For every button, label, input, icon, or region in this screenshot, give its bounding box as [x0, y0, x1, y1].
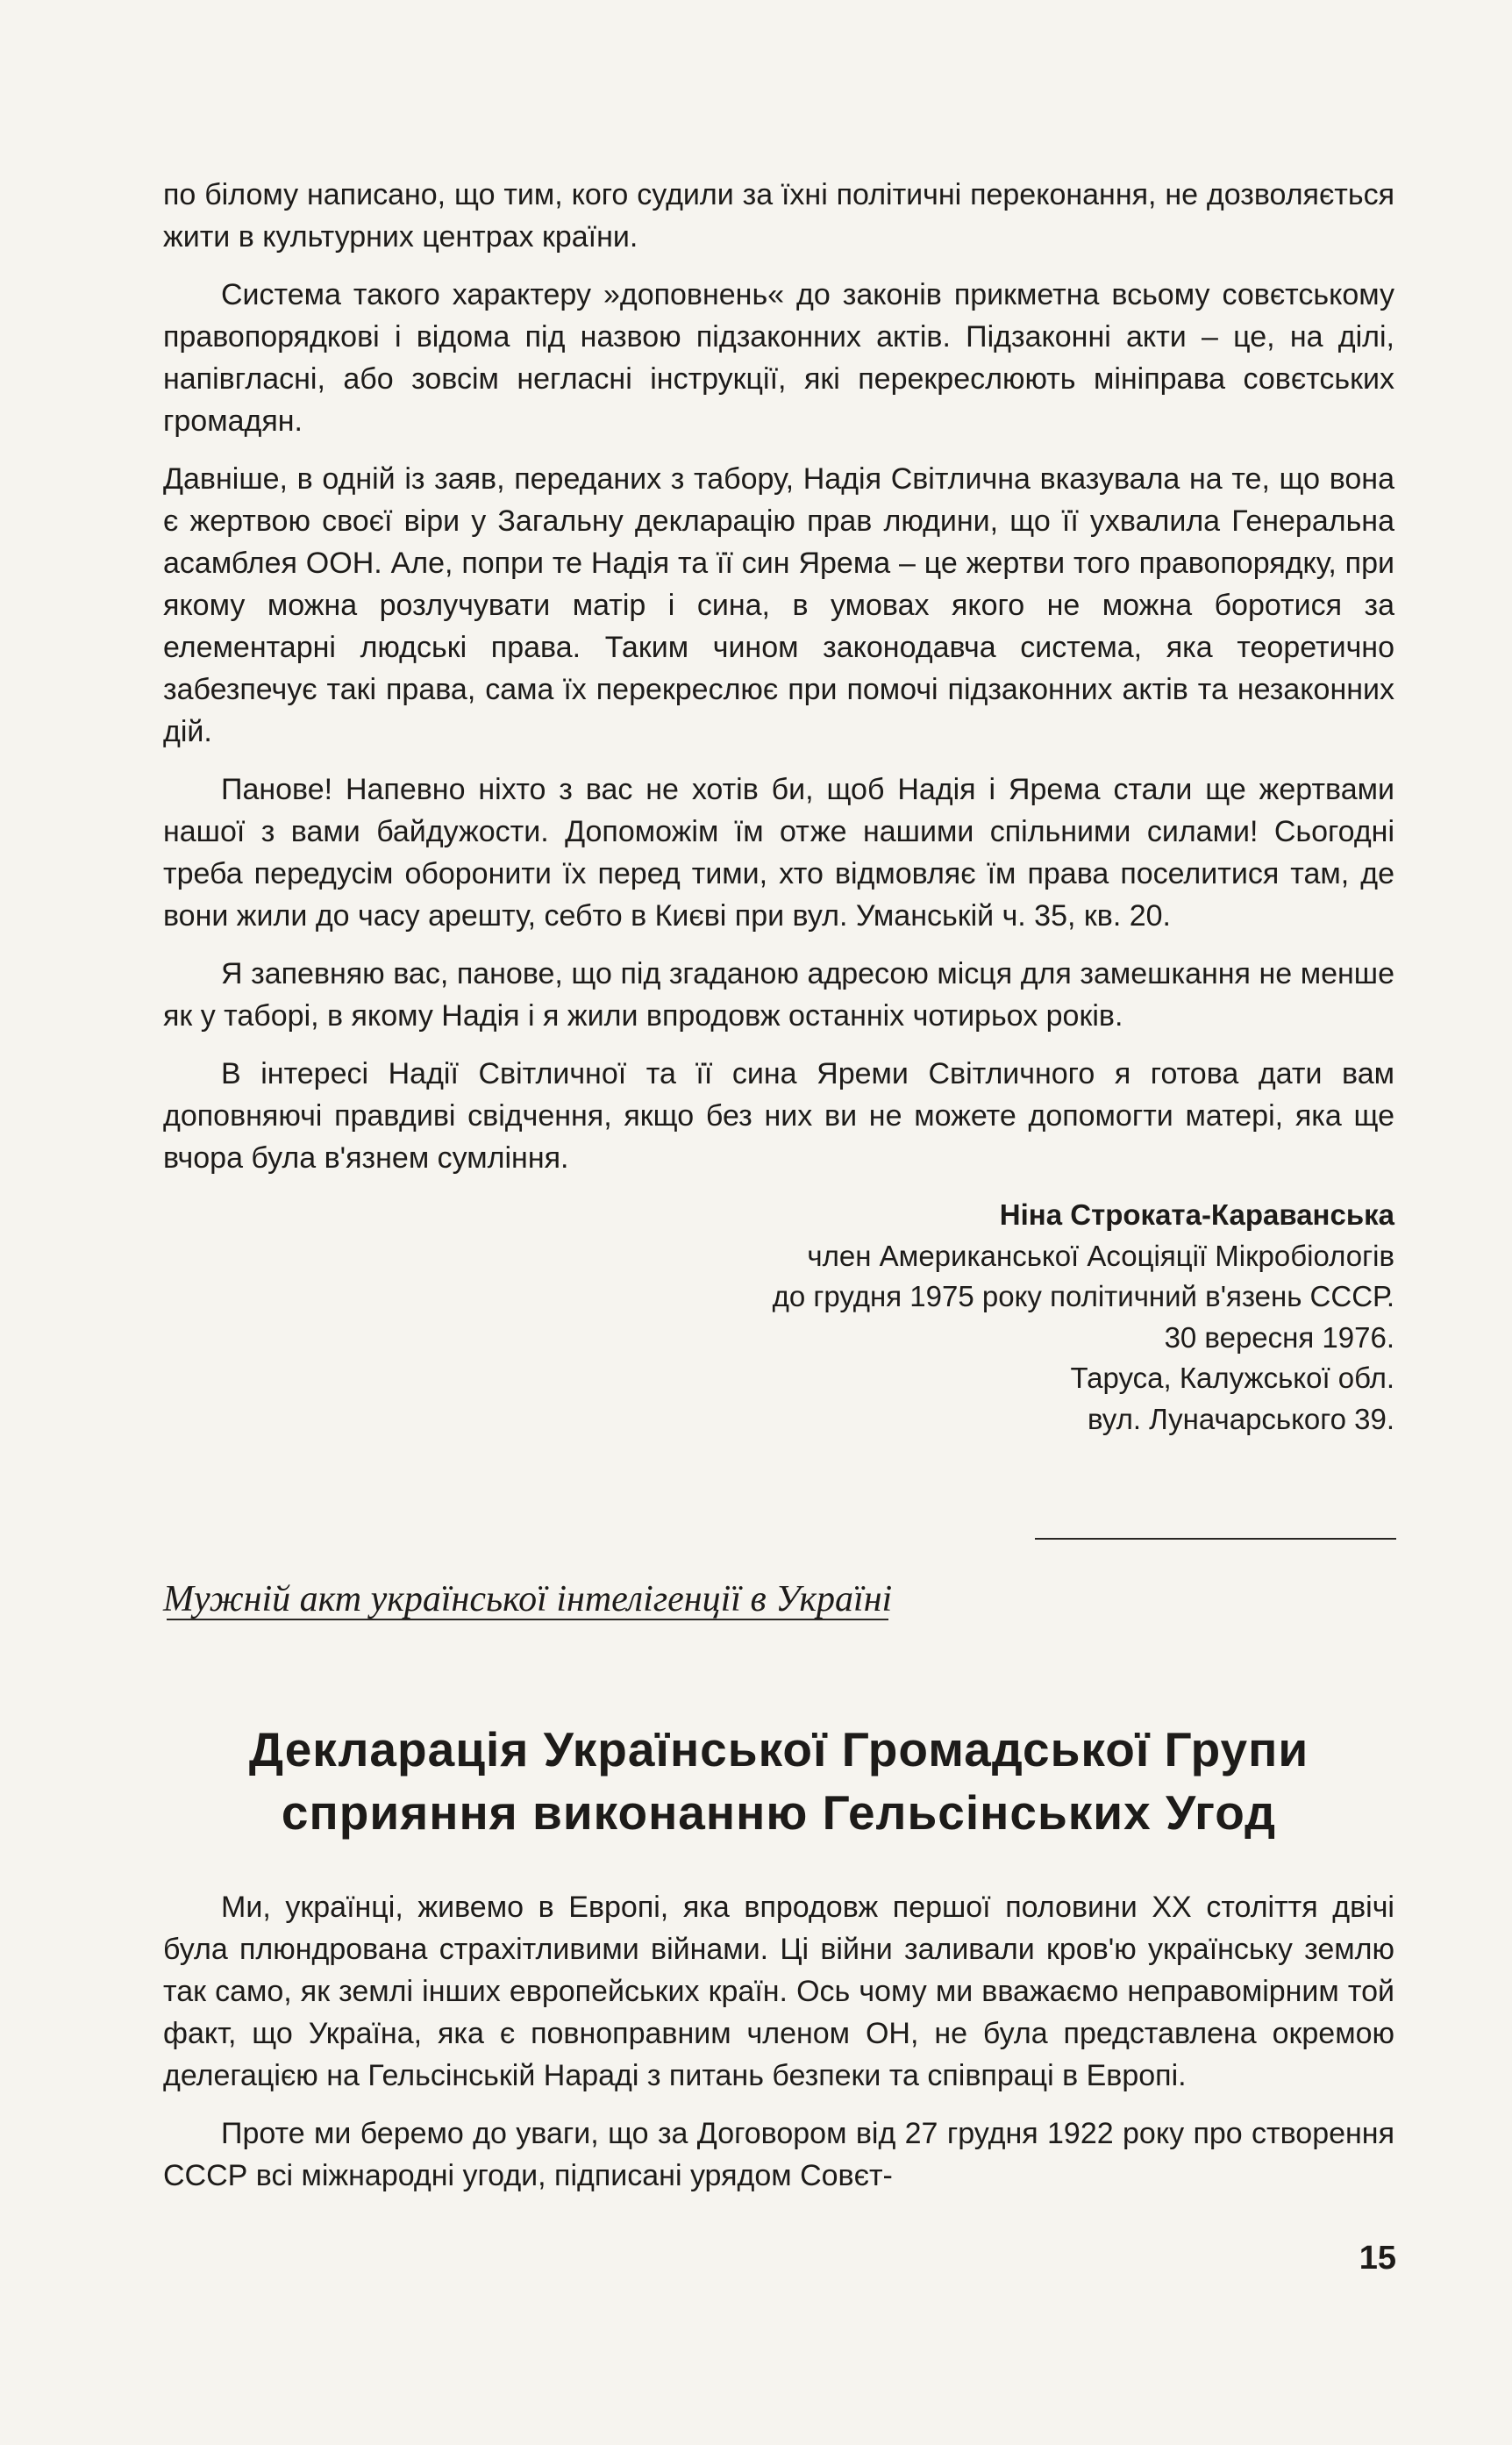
- signature-block: [163, 1195, 1394, 1440]
- signature-line: член Американської Асоціяції Мікробіологів: [807, 1239, 1394, 1272]
- signature-address: вул. Луначарського 39.: [1087, 1402, 1394, 1435]
- section-heading-underline: [167, 1619, 888, 1620]
- section-heading: [163, 1575, 892, 1624]
- signature-name: Ніна Строката-Караванська: [999, 1198, 1394, 1231]
- signature-line: до грудня 1975 року політичний в'язень СССР.: [772, 1280, 1394, 1312]
- paragraph-1: по білому написано, що тим, кого судили за їхні політичні переконання, не дозволяється жити в культурних центрах країни.: [163, 178, 1394, 254]
- title-line: Декларація Української Громадської Групи: [248, 1722, 1309, 1777]
- title-line: сприяння виконанню Гельсінських Угод: [281, 1785, 1277, 1840]
- signature-line: Таруса, Калужської обл.: [1070, 1362, 1394, 1394]
- paragraph-3: Давніше, в одній із заяв, переданих з табору, Надія Світлична вказувала на те, що вона є жертвою своєї віри у Загальну декларацію прав людини, що її ухвалила Генеральна асамблея ООН. Але, попри те Надія та її син Ярема – це жертви того правопорядку, при якому можна розлучувати матір і сина, в умовах якого не можна боротися за елементарні людські права. Таким чином законодавча система, яка теоретично забезпечує такі права, сама їх перекреслює при помочі підзаконних актів та незаконних дій.: [163, 462, 1394, 748]
- paragraph-6: В інтересі Надії Світличної та її сина Яреми Світличного я готова дати вам доповняючі правдиві свідчення, якщо без них ви не можете допомогти матері, яка ще вчора була в'язнем сумління.: [163, 1057, 1394, 1175]
- letter-body: [163, 174, 1394, 1440]
- declaration-paragraph-1: Ми, українці, живемо в Европі, яка впродовж першої половини ХХ століття двічі була плюндрована страхітливими війнами. Ці війни заливали кров'ю українську землю так само, як землі інших европейських країн. Ось чому ми вважаємо неправомірним той факт, що Україна, яка є повноправним членом ОН, не була представлена окремою делегацією на Гельсінській Нараді з питань безпеки та співпраці в Европі.: [163, 1891, 1394, 2092]
- declaration-title: [163, 1718, 1394, 1844]
- paragraph-2: Система такого характеру »доповнень« до законів прикметна всьому совєтському правопорядкові і відома під назвою підзаконних актів. Підзаконні акти – це, на ділі, напівгласні, або зовсім негласні інструкції, які перекреслюють мініправа совєтських громадян.: [163, 278, 1394, 438]
- declaration-paragraph-2: Проте ми беремо до уваги, що за Договором від 27 грудня 1922 року про створення СССР всі міжнародні угоди, підписані урядом Совєт-: [163, 2117, 1394, 2192]
- signature-divider: [1035, 1538, 1396, 1540]
- page-number: 15: [1359, 2240, 1396, 2277]
- paragraph-5: Я запевняю вас, панове, що під згаданою адресою місця для замешкання не менше як у таборі, в якому Надія і я жили впродовж останніх чотирьох років.: [163, 957, 1394, 1033]
- declaration-body: [163, 1886, 1394, 2213]
- paragraph-4: Панове! Напевно ніхто з вас не хотів би, щоб Надія і Ярема стали ще жертвами нашої з вами байдужости. Допоможім їм отже нашими спільними силами! Сьогодні треба передусім оборонити їх перед тими, хто відмовляє їм права поселитися там, де вони жили до часу арешту, себто в Києві при вул. Уманській ч. 35, кв. 20.: [163, 773, 1394, 933]
- section-heading-text: Мужній акт української інтелігенції в Україні: [163, 1579, 893, 1619]
- signature-date: 30 вересня 1976.: [1164, 1320, 1394, 1354]
